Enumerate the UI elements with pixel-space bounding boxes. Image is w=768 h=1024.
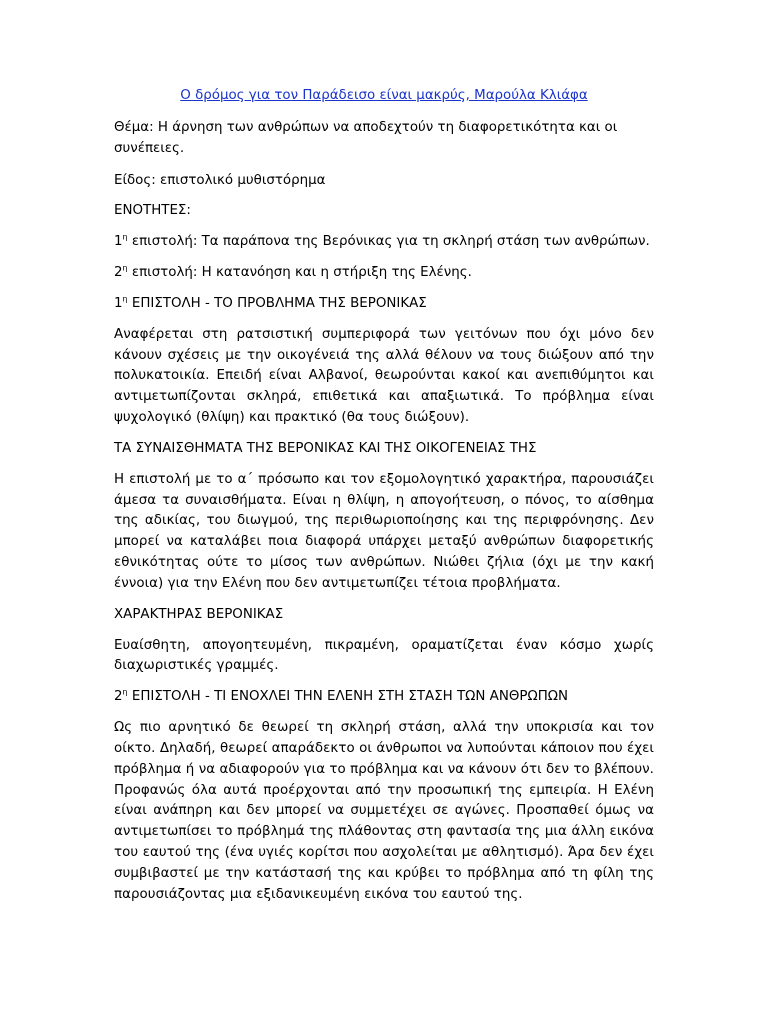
section-1-text: Τα παράπονα της Βερόνικας για τη σκληρή στάση των ανθρώπων.: [197, 234, 650, 250]
letter1-heading: [114, 294, 654, 314]
letter1-heading-number: 1: [114, 295, 123, 311]
section-2-label: επιστολή:: [127, 264, 198, 280]
section-2-sup: η: [122, 263, 128, 273]
theme-paragraph: [114, 118, 654, 160]
section-2-text: Η κατανόηση και η στήριξη της Ελένης.: [197, 264, 472, 280]
letter1-paragraph: Αναφέρεται στη ρατσιστική συμπεριφορά των γειτόνων που όχι μόνο δεν κάνουν σχέσεις με την οικογένειά της αλλά θέλουν να τους διώξουν από την πολυκατοικία. Επειδή είναι Αλβανοί, θεωρούνται κακοί και ανεπιθύμητοι και αντιμετωπίζονται σκληρά, επιθετικά και απαξιωτικά. Το πρόβλημα είναι ψυχολογικό (θλίψη) και πρακτικό (θα τους διώξουν).: [114, 326, 654, 425]
section-1-label: επιστολή:: [127, 234, 198, 250]
genre-label: Είδος:: [114, 172, 156, 188]
letter2-heading-number: 2: [114, 689, 123, 705]
section-item-2: [114, 263, 654, 284]
letter2-paragraph: Ως πιο αρνητικό δε θεωρεί τη σκληρή στάση, αλλά την υποκρισία και τον οίκτο. Δηλαδή, θεωρεί απαράδεκτο οι άνθρωποι να λυπούνται κάποιον που έχει πρόβλημα ή να αδιαφορούν για το πρόβλημα και να κάνουν ότι δεν το βλέπουν. Προφανώς όλα αυτά προέρχονται από την προσωπική της εμπειρία. Η Ελένη είναι ανάπηρη και δεν μπορεί να συμμετέχει σε αγώνες. Προσπαθεί όμως να αντιμετωπίσει το πρόβλημά της πλάθοντας στη φαντασία της μια άλλη εικόνα του εαυτού της (ένα υγιές κορίτσι που ασχολείται με αθλητισμό). Άρα δεν έχει συμβιβαστεί με την κατάστασή της και κρύβει το πρόβλημα από τη φίλη της παρουσιάζοντας μια εξιδανικευμένη εικόνα του εαυτού της.: [114, 720, 654, 902]
character-paragraph: Ευαίσθητη, απογοητευμένη, πικραμένη, οραματίζεται έναν κόσμο χωρίς διαχωριστικές γραμμές.: [114, 637, 654, 674]
theme-text: Η άρνηση των ανθρώπων να αποδεχτούν τη διαφορετικότητα και οι συνέπειες.: [114, 120, 618, 156]
genre-paragraph: [114, 171, 654, 192]
letter2-heading-text: ΕΠΙΣΤΟΛΗ - ΤΙ ΕΝΟΧΛΕΙ ΤΗΝ ΕΛΕΝΗ ΣΤΗ ΣΤΑΣΗ ΤΩΝ ΑΝΘΡΩΠΩΝ: [127, 689, 569, 705]
feelings-heading: ΤΑ ΣΥΝΑΙΣΘΗΜΑΤΑ ΤΗΣ ΒΕΡΟΝΙΚΑΣ ΚΑΙ ΤΗΣ ΟΙΚΟΓΕΝΕΙΑΣ ΤΗΣ: [114, 440, 537, 456]
letter2-heading-sup: η: [122, 687, 128, 697]
section-1-number: 1: [114, 234, 123, 250]
character-heading: ΧΑΡΑΚΤΗΡΑΣ ΒΕΡΟΝΙΚΑΣ: [114, 606, 284, 622]
letter2-heading: [114, 687, 654, 707]
feelings-paragraph: Η επιστολή με το α΄ πρόσωπο και τον εξομολογητικό χαρακτήρα, παρουσιάζει άμεσα τα συναισθήματα. Είναι η θλίψη, η απογοήτευση, ο πόνος, το αίσθημα της αδικίας, του διωγμού, της περιθωριοποίησης και της περιφρόνησης. Δεν μπορεί να καταλάβει ποια διαφορά υπάρχει μεταξύ ανθρώπων διαφορετικής εθνικότητας ούτε το μίσος των ανθρώπων. Νιώθει ζήλια (όχι με την κακή έννοια) για την Ελένη που δεν αντιμετωπίζει τέτοια προβλήματα.: [114, 471, 654, 591]
genre-text: επιστολικό μυθιστόρημα: [155, 172, 326, 188]
letter1-heading-sup: η: [122, 294, 128, 304]
theme-label: Θέμα:: [114, 120, 154, 135]
sections-heading: ΕΝΟΤΗΤΕΣ:: [114, 203, 191, 219]
section-item-1: [114, 232, 654, 253]
section-1-sup: η: [122, 232, 128, 242]
letter1-heading-text: ΕΠΙΣΤΟΛΗ - ΤΟ ΠΡΟΒΛΗΜΑ ΤΗΣ ΒΕΡΟΝΙΚΑΣ: [127, 295, 427, 311]
section-2-number: 2: [114, 264, 123, 280]
document-title[interactable]: Ο δρόμος για τον Παράδεισο είναι μακρύς, Μαρούλα Κλιάφα: [180, 88, 588, 103]
